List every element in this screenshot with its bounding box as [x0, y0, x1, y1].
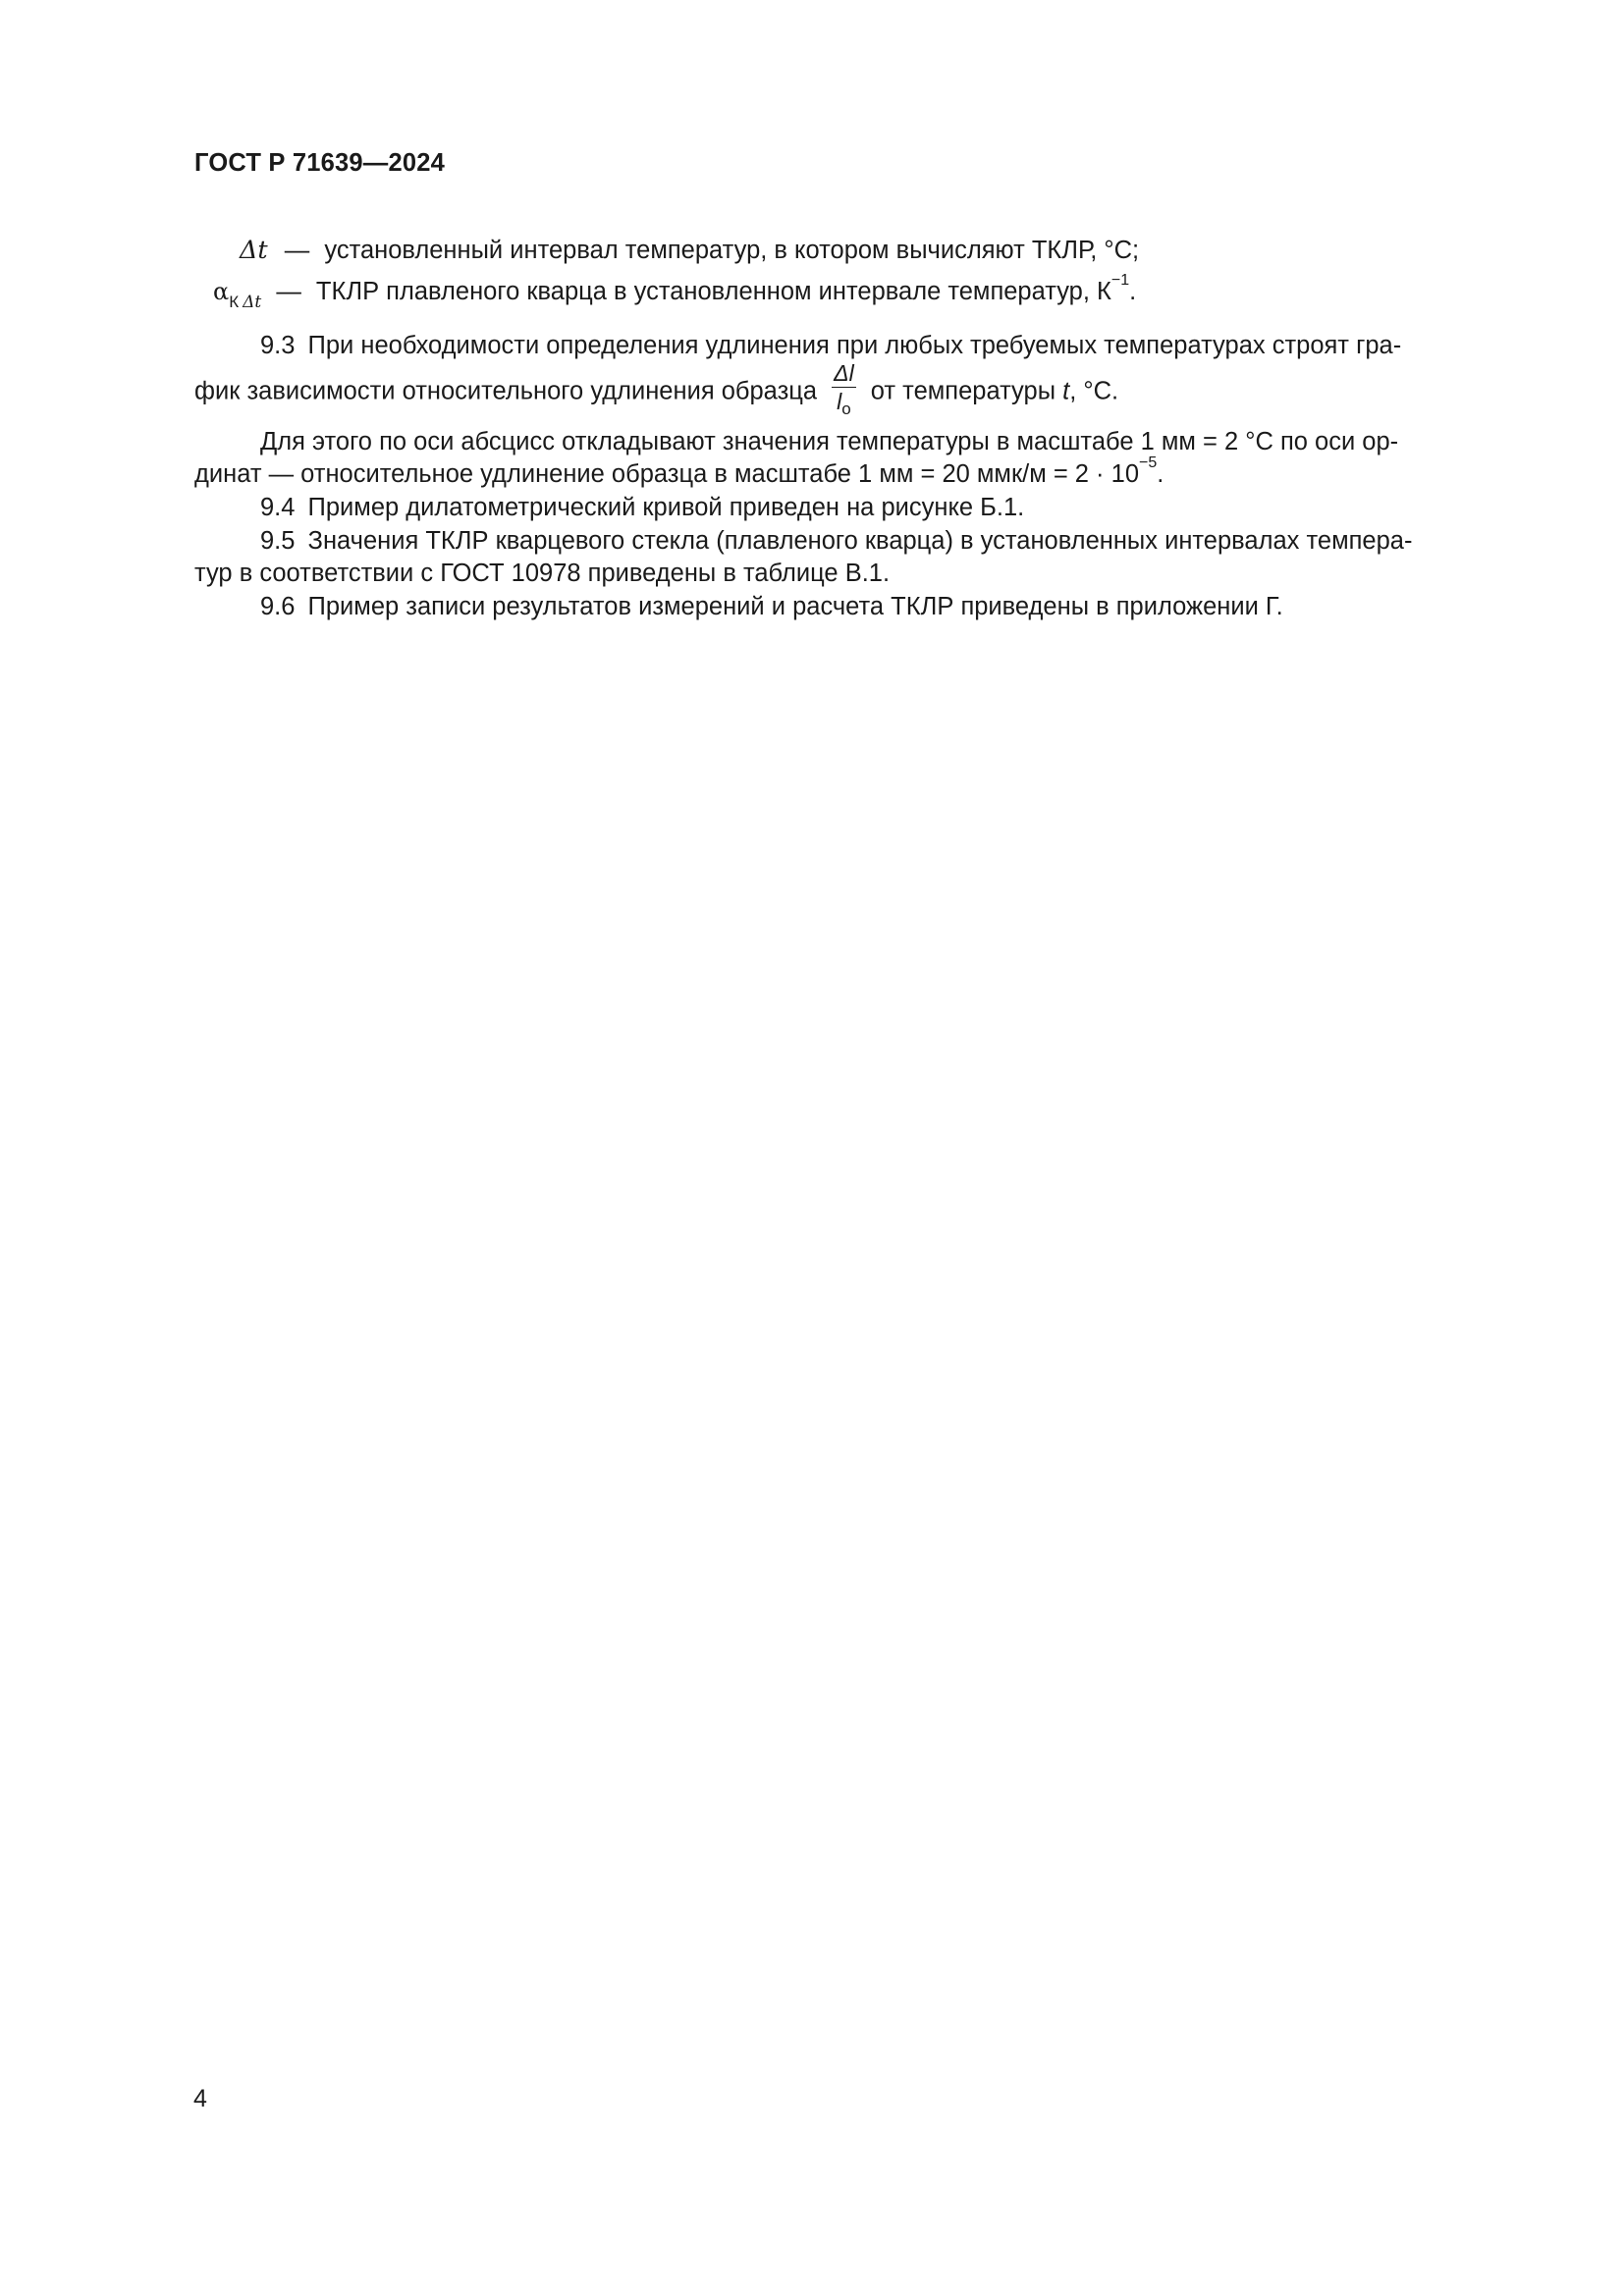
alpha-subscript-k: К [229, 293, 240, 311]
paragraph-text: Пример дилатометрический кривой приведен на рисунке Б.1. [307, 494, 1025, 521]
fraction-numerator: Δl [834, 360, 854, 386]
paragraph-text: Значения ТКЛР кварцевого стекла (плавленого кварца) в установленных интервалах темпера- [307, 527, 1413, 555]
paragraph-text: Пример записи результатов измерений и расчета ТКЛР приведены в приложении Г. [307, 593, 1283, 620]
page-number: 4 [193, 2085, 207, 2112]
paragraph-9-5-line1 [260, 527, 1412, 556]
definition-text: установленный интервал температур, в котором вычисляют ТКЛР, °С; [324, 237, 1140, 264]
paragraph-text: фик зависимости относительного удлинения образца [194, 377, 818, 405]
fraction-denominator: l [837, 389, 842, 414]
paragraph-scale-line2 [194, 454, 1164, 489]
exponent-superscript: −5 [1139, 454, 1158, 471]
fraction-denominator-subscript: о [841, 400, 851, 418]
paragraph-text: При необходимости определения удлинения при любых требуемых температурах строят гра- [307, 332, 1402, 359]
paragraph-9-6 [260, 593, 1283, 621]
paragraph-number: 9.3 [260, 332, 296, 359]
alpha-symbol: α [213, 278, 230, 305]
paragraph-9-3-line2 [194, 360, 1119, 422]
alpha-subscript-delta-t: Δt [243, 293, 262, 312]
period: . [1129, 278, 1137, 305]
paragraph-number: 9.4 [260, 494, 296, 521]
definition-dash: — [276, 278, 301, 305]
fraction-relative-elongation [832, 359, 856, 418]
unit-superscript: −1 [1110, 272, 1130, 289]
document-header: ГОСТ Р 71639—2024 [194, 149, 446, 177]
definition-alpha [213, 272, 1137, 312]
delta-t-symbol: Δt [240, 236, 268, 265]
paragraph-number: 9.5 [260, 527, 296, 555]
paragraph-9-4 [260, 494, 1024, 522]
definition-delta-t [240, 236, 1139, 265]
paragraph-number: 9.6 [260, 593, 296, 620]
definition-text: ТКЛР плавленого кварца в установленном интервале температур, К [315, 278, 1111, 305]
period: . [1157, 460, 1164, 488]
paragraph-9-3-line1 [260, 332, 1401, 360]
paragraph-text: динат — относительное удлинение образца в масштабе 1 мм = 20 ммк/м = 2 · 10 [194, 460, 1140, 488]
variable-t: t [1062, 377, 1070, 405]
paragraph-9-5-line2: тур в соответствии с ГОСТ 10978 приведены в таблице В.1. [194, 560, 891, 587]
paragraph-text: , °С. [1069, 377, 1119, 405]
paragraph-text: от температуры [870, 377, 1056, 405]
paragraph-scale-line1: Для этого по оси абсцисс откладывают значения температуры в масштабе 1 мм = 2 °С по оси ор- [260, 428, 1399, 455]
definition-dash: — [284, 237, 310, 264]
